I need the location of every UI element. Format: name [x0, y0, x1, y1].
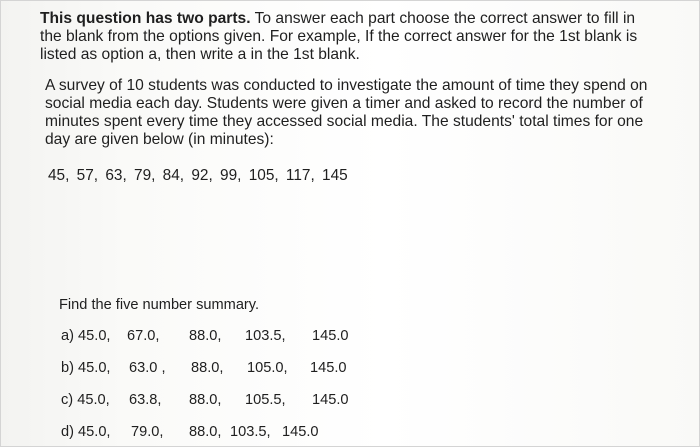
- option-value: 103.5,: [245, 328, 286, 344]
- option-value: 63.8,: [129, 392, 162, 408]
- option-value: 103.5,: [230, 424, 271, 440]
- option-value: 88.0,: [191, 360, 224, 376]
- option-label: b) 45.0,: [61, 360, 111, 376]
- option-label: d) 45.0,: [61, 424, 111, 440]
- option-value: 105.0,: [247, 360, 288, 376]
- option-value: 67.0,: [127, 328, 160, 344]
- option-value: 145.0: [312, 328, 349, 344]
- question-prompt: Find the five number summary.: [59, 297, 260, 313]
- option-value: 105.5,: [245, 392, 286, 408]
- option-value: 88.0,: [189, 328, 222, 344]
- option-value: 88.0,: [189, 392, 222, 408]
- instructions-paragraph: [40, 10, 652, 64]
- option-value: 145.0: [282, 424, 319, 440]
- option-value: 145.0: [312, 392, 349, 408]
- option-value: 79.0,: [131, 424, 164, 440]
- data-values: 45, 57, 63, 79, 84, 92, 99, 105, 117, 145: [48, 167, 348, 184]
- survey-description: A survey of 10 students was conducted to investigate the amount of time they spend on social media each day. Students were given a timer and asked to record the number of minutes spent every time they accessed social media. The students' total times for one day are given below (in minutes):: [45, 77, 648, 148]
- instructions-heading: This question has two parts.: [40, 10, 251, 27]
- option-label: a) 45.0,: [61, 328, 111, 344]
- option-value: 145.0: [310, 360, 347, 376]
- option-value: 63.0 ,: [129, 360, 166, 376]
- instructions-text: To answer each part choose the correct answer to fill in the blank from the options given. For example, If the correct answer for the 1st blank is listed as option a, then write a in the 1st blank.: [40, 10, 638, 63]
- option-value: 88.0,: [189, 424, 222, 440]
- option-label: c) 45.0,: [61, 392, 110, 408]
